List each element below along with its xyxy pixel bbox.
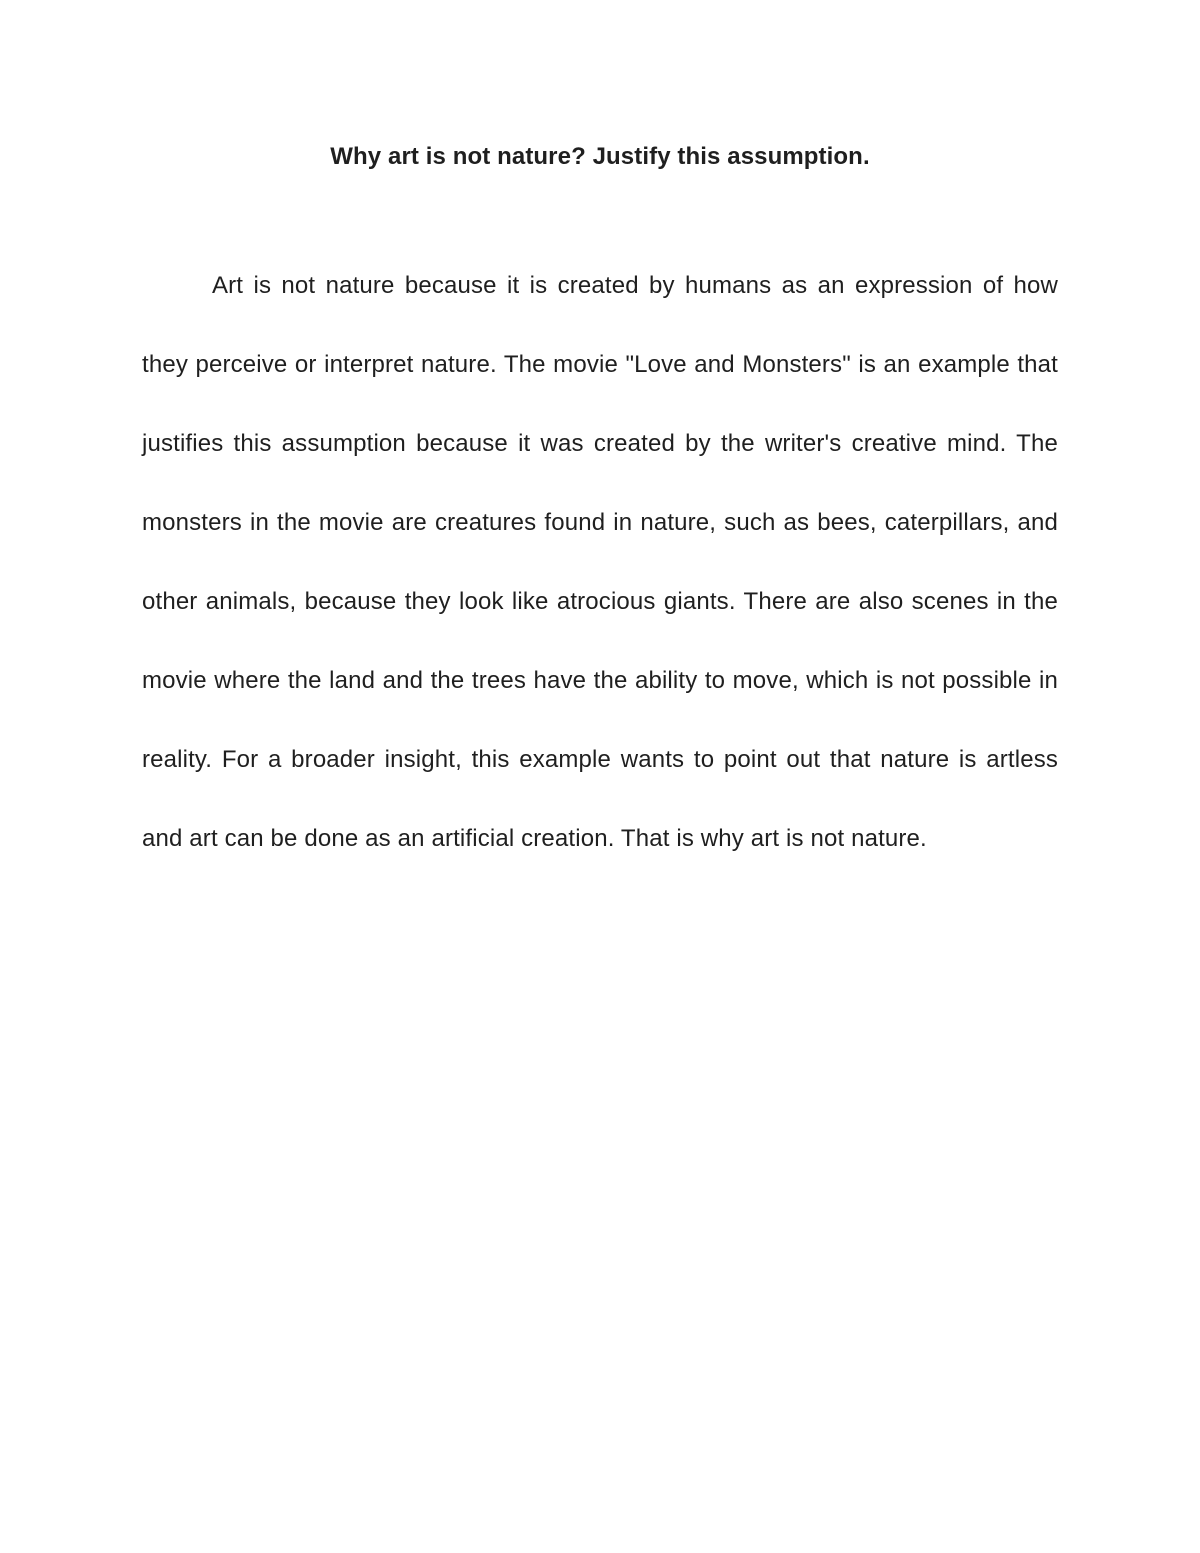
- body-paragraph: Art is not nature because it is created by humans as an expression of how they perceive or interpret nature. The movie "Love and Monsters" is an example that justifies this assumption because it was created by the writer's creative mind. The monsters in the movie are creatures found in nature, such as bees, caterpillars, and other animals, because they look like atrocious giants. There are also scenes in the movie where the land and the trees have the ability to move, which is not possible in reality. For a broader insight, this example wants to point out that nature is artless and art can be done as an artificial creation. That is why art is not nature.: [142, 272, 1058, 852]
- document-title: Why art is not nature? Justify this assumption.: [330, 143, 870, 170]
